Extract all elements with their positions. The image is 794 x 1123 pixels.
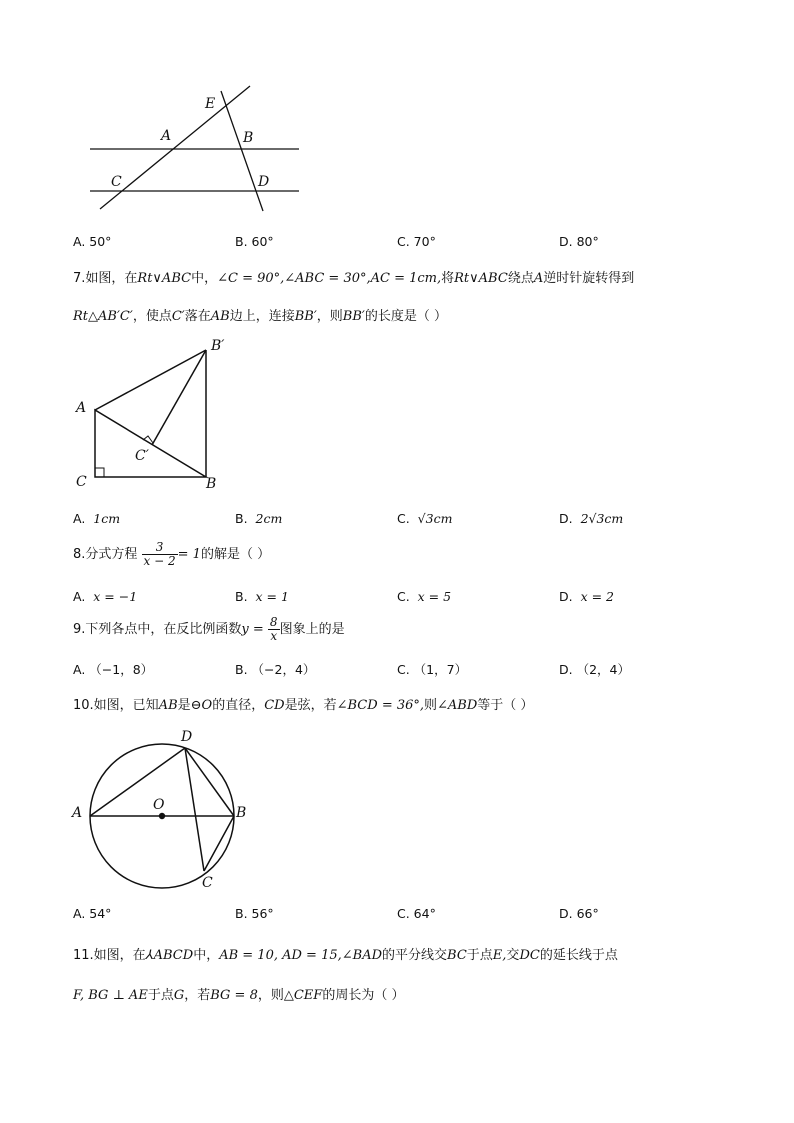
q8-stem: 8.分式方程 $\frac{3}{x - 2}$ = 1的解是（ ） (73, 540, 271, 568)
label-c: C (111, 174, 122, 190)
q9-option-c[interactable]: C. （1，7） (397, 662, 468, 677)
q10-option-d[interactable]: D. 66° (559, 906, 599, 921)
label-b-prime: B′ (211, 338, 225, 354)
label-b: B (206, 476, 217, 492)
chord-dc (185, 748, 204, 871)
q9-stem: 9.下列各点中，在反比例函数y = $\frac{8}{x}$ 图象上的是 (73, 615, 345, 643)
q8-fraction: $\frac{3}{x - 2}$ (143, 540, 176, 568)
q9-option-d[interactable]: D. （2，4） (559, 662, 630, 677)
chord-ad (90, 748, 185, 816)
q8-option-c[interactable]: C. x = 5 (397, 589, 452, 604)
center-point-o (159, 813, 165, 819)
q10-option-a[interactable]: A. 54° (73, 906, 112, 921)
q7-option-b[interactable]: B. 2cm (235, 511, 283, 526)
q9-option-b[interactable]: B. （−2，4） (235, 662, 316, 677)
label-b: B (243, 130, 254, 146)
q8-option-a[interactable]: A. x = −1 (73, 589, 138, 604)
label-a: A (72, 805, 83, 821)
q7-option-a[interactable]: A. 1cm (73, 511, 121, 526)
q9-option-a[interactable]: A. （−1，8） (73, 662, 154, 677)
label-c: C (76, 474, 87, 490)
q9-fraction: $\frac{8}{x}$ (269, 615, 278, 643)
q6-option-b[interactable]: B. 60° (235, 234, 274, 249)
q10-option-b[interactable]: B. 56° (235, 906, 274, 921)
label-a: A (76, 400, 87, 416)
chord-db (185, 748, 234, 816)
q8-option-b[interactable]: B. x = 1 (235, 589, 289, 604)
q11-stem-line1: 11.如图，在⅄ABCD中，AB = 10, AD = 15,∠BAD的平分线交BC于点E,交DC的延长线于点 (73, 948, 618, 963)
q6-option-c[interactable]: C. 70° (397, 234, 436, 249)
label-c: C (202, 875, 213, 891)
label-b: B (236, 805, 247, 821)
label-d: D (258, 174, 270, 190)
q10-stem: 10.如图，已知AB是⊖O的直径，CD是弦，若∠BCD = 36°,则∠ABD等于（ ） (73, 698, 534, 713)
label-a: A (161, 128, 172, 144)
label-d: D (181, 729, 193, 745)
label-e: E (205, 96, 216, 112)
chord-cb (204, 816, 234, 871)
q7-stem-line2: Rt△AB′C′，使点C′落在AB边上，连接BB′，则BB′的长度是（ ） (73, 309, 447, 324)
q10-option-c[interactable]: C. 64° (397, 906, 436, 921)
q6-option-a[interactable]: A. 50° (73, 234, 112, 249)
q7-option-c[interactable]: C. √3cm (397, 511, 453, 526)
q7-option-d[interactable]: D. 2√3cm (559, 511, 624, 526)
label-c-prime: C′ (135, 448, 149, 464)
q11-stem-line2: F, BG ⊥ AE于点G，若BG = 8，则△CEF的周长为（ ） (73, 988, 405, 1003)
q7-stem-line1: 7.如图，在Rt∨ABC中，∠C = 90°,∠ABC = 30°,AC = 1cm,将Rt∨ABC绕点A逆时针旋转得到 (73, 271, 635, 286)
q8-option-d[interactable]: D. x = 2 (559, 589, 614, 604)
q6-option-d[interactable]: D. 80° (559, 234, 599, 249)
label-o: O (153, 797, 165, 813)
